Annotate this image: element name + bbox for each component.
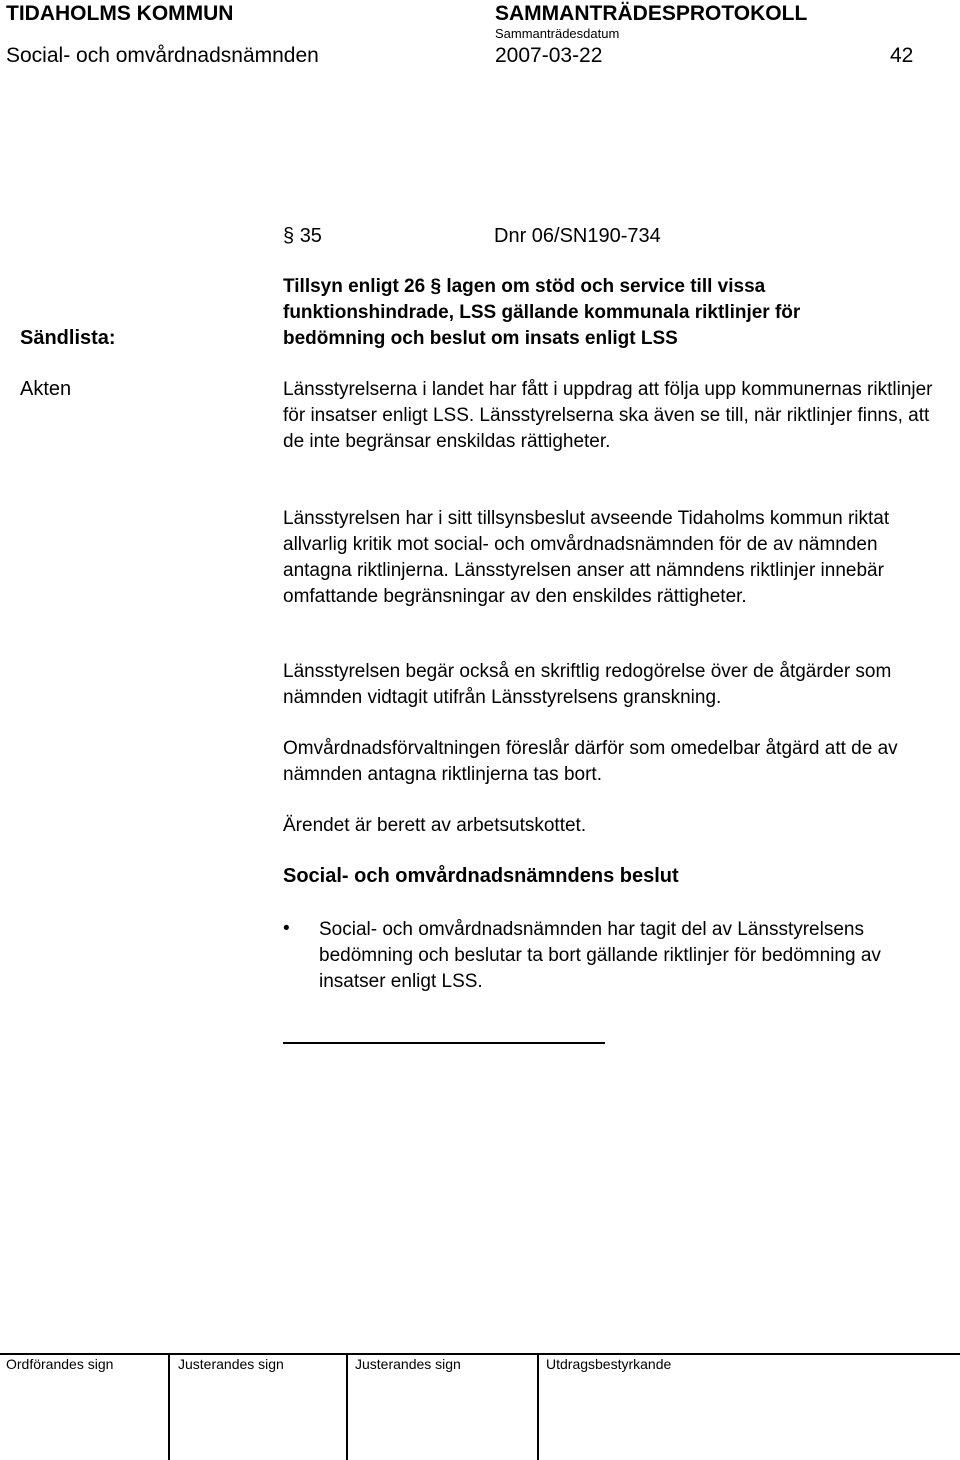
title-line: bedömning och beslut om insats enligt LSS <box>283 328 678 349</box>
end-rule <box>283 1042 605 1044</box>
paragraph: Länsstyrelsen begär också en skriftlig redogörelse över de åtgärder som nämnden vidtagit utifrån Länsstyrelsens granskning. <box>283 661 892 708</box>
page-number: 42 <box>890 44 914 67</box>
document-type: SAMMANTRÄDESPROTOKOLL <box>495 2 808 25</box>
footer-divider <box>168 1355 170 1460</box>
meeting-date: 2007-03-22 <box>495 44 603 67</box>
committee-name: Social- och omvårdnadsnämnden <box>6 44 319 67</box>
footer-divider <box>537 1355 539 1460</box>
recipient-akten: Akten <box>20 378 72 400</box>
decision-heading: Social- och omvårdnadsnämndens beslut <box>283 865 679 887</box>
dnr: Dnr 06/SN190-734 <box>494 225 661 247</box>
footer-rule <box>0 1353 960 1355</box>
title-line: Tillsyn enligt 26 § lagen om stöd och service till vissa <box>283 276 766 297</box>
footer-justerande-sign-2: Justerandes sign <box>355 1356 461 1372</box>
paragraph: Länsstyrelserna i landet har fått i uppdrag att följa upp kommunernas riktlinjer för insatser enligt LSS. Länsstyrelserna ska även se till, när riktlinjer finns, att de inte begränsar enskildas rättigheter. <box>283 379 933 452</box>
sandlista-label: Sändlista: <box>20 327 116 349</box>
footer-utdragsbestyrkande: Utdragsbestyrkande <box>546 1356 672 1372</box>
date-label: Sammanträdesdatum <box>495 26 620 41</box>
paragraph: Länsstyrelsen har i sitt tillsynsbeslut avseende Tidaholms kommun riktat allvarlig kritik mot social- och omvårdnadsnämnden för de av nämnden antagna riktlinjerna. Länsstyrelsen anser att nämndens riktlinjer innebär omfattande begränsningar av den enskildes rättigheter. <box>283 508 890 607</box>
paragraph-sign: § <box>283 225 295 247</box>
organization-name: TIDAHOLMS KOMMUN <box>6 2 234 25</box>
decision-bullet-text: Social- och omvårdnadsnämnden har tagit del av Länsstyrelsens bedömning och beslutar ta bort gällande riktlinjer för bedömning av insatser enligt LSS. <box>319 919 881 992</box>
paragraph: Ärendet är berett av arbetsutskottet. <box>283 815 587 836</box>
paragraph: Omvårdnadsförvaltningen föreslår därför som omedelbar åtgärd att de av nämnden antagna riktlinjerna tas bort. <box>283 738 898 785</box>
footer-justerande-sign-1: Justerandes sign <box>178 1356 284 1372</box>
section-number-value: 35 <box>299 225 322 247</box>
item-title <box>283 274 800 352</box>
footer-divider <box>346 1355 348 1460</box>
bullet-icon: • <box>283 918 290 939</box>
section-number <box>283 225 322 248</box>
footer-ordforande-sign: Ordförandes sign <box>6 1356 114 1372</box>
title-line: funktionshindrade, LSS gällande kommunala riktlinjer för <box>283 302 801 323</box>
